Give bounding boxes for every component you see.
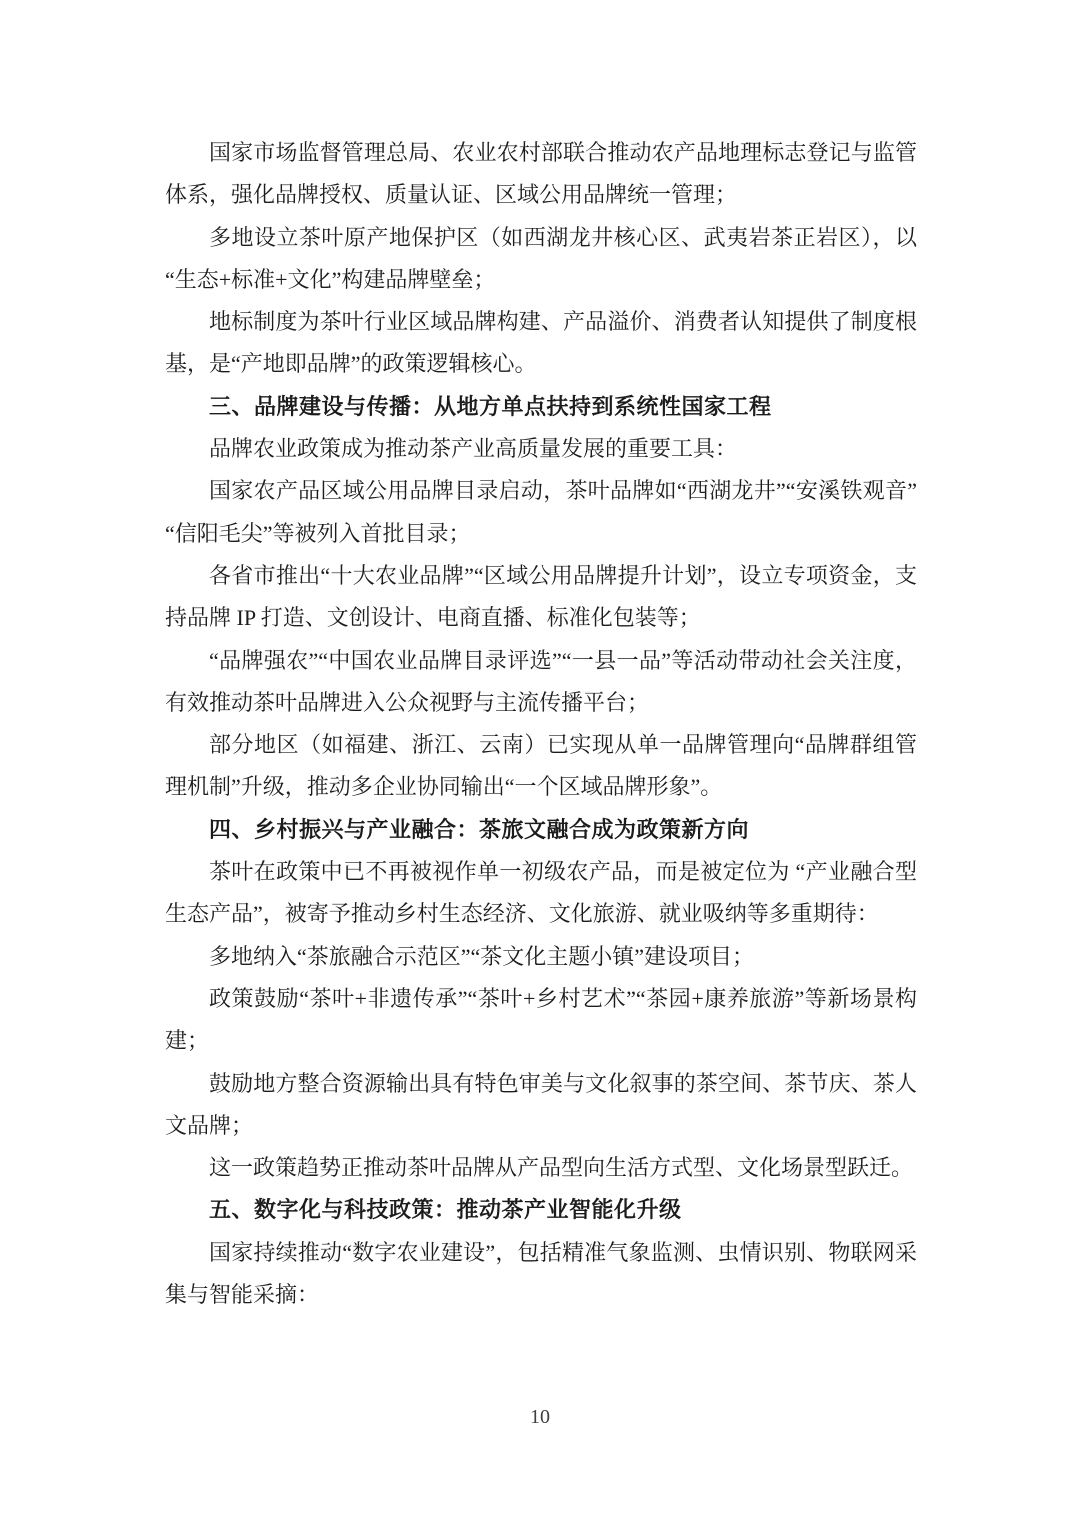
paragraph: 这一政策趋势正推动茶叶品牌从产品型向生活方式型、文化场景型跃迁。 — [209, 1155, 914, 1181]
paragraph: 政策鼓励“茶叶+非遗传承”“茶叶+乡村艺术”“茶园+康养旅游”等新场景构建； — [165, 985, 917, 1054]
paragraph: 地标制度为茶叶行业区域品牌构建、产品溢价、消费者认知提供了制度根基，是“产地即品牌”的政策逻辑核心。 — [165, 309, 917, 377]
paragraph: 鼓励地方整合资源输出具有特色审美与文化叙事的茶空间、茶节庆、茶人文品牌； — [165, 1070, 917, 1138]
paragraph: 各省市推出“十大农业品牌”“区域公用品牌提升计划”，设立专项资金，支持品牌 IP 打造、文创设计、电商直播、标准化包装等； — [165, 562, 917, 631]
paragraph: 多地设立茶叶原产地保护区（如西湖龙井核心区、武夷岩茶正岩区），以“生态+标准+文化”构建品牌壁垒； — [165, 224, 917, 292]
section-heading: 四、乡村振兴与产业融合：茶旅文融合成为政策新方向 — [209, 816, 750, 842]
section-heading: 三、品牌建设与传播：从地方单点扶持到系统性国家工程 — [209, 393, 772, 419]
paragraph: 国家持续推动“数字农业建设”，包括精准气象监测、虫情识别、物联网采集与智能采摘： — [165, 1239, 917, 1308]
paragraph: 国家市场监督管理总局、农业农村部联合推动农产品地理标志登记与监管体系，强化品牌授权、质量认证、区域公用品牌统一管理； — [165, 140, 917, 208]
section-heading: 五、数字化与科技政策：推动茶产业智能化升级 — [209, 1197, 682, 1223]
paragraph: 品牌农业政策成为推动茶产业高质量发展的重要工具： — [209, 436, 738, 462]
paragraph: “品牌强农”“中国农业品牌目录评选”“一县一品”等活动带动社会关注度，有效推动茶叶品牌进入公众视野与主流传播平台； — [165, 647, 917, 715]
page-number: 10 — [530, 1406, 550, 1428]
paragraph: 国家农产品区域公用品牌目录启动，茶叶品牌如“西湖龙井”“安溪铁观音”“信阳毛尖”等被列入首批目录； — [165, 478, 917, 546]
page-footer — [0, 1406, 1080, 1429]
document-content — [165, 132, 917, 1316]
paragraph: 多地纳入“茶旅融合示范区”“茶文化主题小镇”建设项目； — [209, 943, 755, 969]
paragraph: 部分地区（如福建、浙江、云南）已实现从单一品牌管理向“品牌群组管理机制”升级，推动多企业协同输出“一个区域品牌形象”。 — [165, 732, 917, 800]
paragraph: 茶叶在政策中已不再被视作单一初级农产品，而是被定位为 “产业融合型生态产品”，被寄予推动乡村生态经济、文化旅游、就业吸纳等多重期待： — [165, 859, 917, 927]
